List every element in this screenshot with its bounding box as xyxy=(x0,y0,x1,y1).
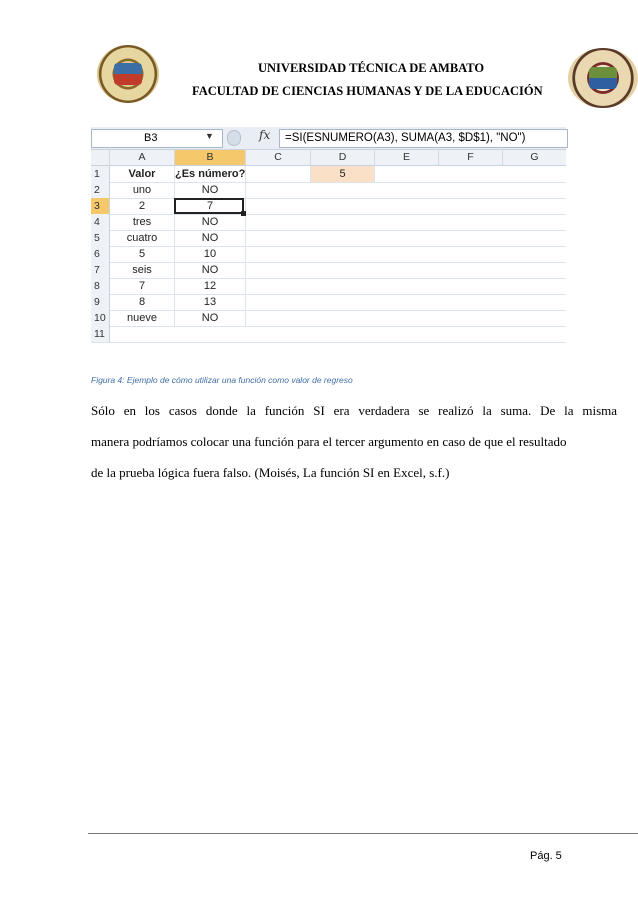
cell-a[interactable]: Valor xyxy=(110,166,175,182)
body-paragraph-line: de la prueba lógica fuera falso. (Moisés, La función SI en Excel, s.f.) xyxy=(91,465,450,480)
table-row xyxy=(91,230,566,247)
row-header[interactable]: 3 xyxy=(91,198,110,214)
formula-input[interactable]: =SI(ESNUMERO(A3), SUMA(A3, $D$1), "NO") xyxy=(279,129,568,148)
figure-caption: Figura 4: Ejemplo de cómo utilizar una función como valor de regreso xyxy=(91,375,353,385)
cell-b[interactable]: NO xyxy=(175,310,246,326)
column-header-e[interactable]: E xyxy=(375,150,439,165)
row-header[interactable]: 11 xyxy=(91,326,110,342)
cell-a[interactable]: nueve xyxy=(110,310,175,326)
footer-divider xyxy=(88,833,638,834)
column-header-f[interactable]: F xyxy=(439,150,503,165)
table-row xyxy=(91,198,566,215)
active-cell-border xyxy=(174,198,244,214)
column-header-b[interactable]: B xyxy=(175,150,246,165)
column-headers xyxy=(91,150,566,166)
column-header-a[interactable]: A xyxy=(110,150,175,165)
page-number: Pág. 5 xyxy=(530,850,562,862)
university-title: UNIVERSIDAD TÉCNICA DE AMBATO xyxy=(258,61,485,75)
seal-emblem xyxy=(589,67,617,89)
table-row xyxy=(91,246,566,263)
table-row xyxy=(91,278,566,295)
cell-b[interactable]: 13 xyxy=(175,294,246,310)
function-icon[interactable]: fx xyxy=(259,128,271,142)
name-box[interactable]: B3 xyxy=(91,129,223,148)
spreadsheet-screenshot xyxy=(91,127,566,345)
cell-c[interactable] xyxy=(246,166,311,182)
faculty-title: FACULTAD DE CIENCIAS HUMANAS Y DE LA EDUCACIÓN xyxy=(192,84,543,98)
row-header[interactable]: 9 xyxy=(91,294,110,310)
table-row xyxy=(91,294,566,311)
cell-b[interactable]: NO xyxy=(175,214,246,230)
cell-a[interactable]: 5 xyxy=(110,246,175,262)
body-paragraph-line: manera podríamos colocar una función para el tercer argumento en caso de que el resultado xyxy=(91,434,567,449)
row-header[interactable]: 10 xyxy=(91,310,110,326)
cell-a[interactable]: uno xyxy=(110,182,175,198)
table-row xyxy=(91,182,566,199)
fill-handle[interactable] xyxy=(241,211,246,216)
row-header[interactable]: 6 xyxy=(91,246,110,262)
cell-b[interactable]: 7 xyxy=(175,198,246,214)
row-header[interactable]: 5 xyxy=(91,230,110,246)
cell-a[interactable]: seis xyxy=(110,262,175,278)
seal-emblem xyxy=(114,63,142,85)
row-header[interactable]: 4 xyxy=(91,214,110,230)
cell-b[interactable]: NO xyxy=(175,262,246,278)
cell-b[interactable]: 10 xyxy=(175,246,246,262)
formula-bar-divider xyxy=(227,130,241,146)
row-header[interactable]: 2 xyxy=(91,182,110,198)
table-row xyxy=(91,214,566,231)
row-header[interactable]: 1 xyxy=(91,166,110,182)
cell-b[interactable]: NO xyxy=(175,230,246,246)
cell-d[interactable]: 5 xyxy=(311,166,375,182)
university-seal-left xyxy=(97,45,159,103)
cell-a[interactable]: 7 xyxy=(110,278,175,294)
table-row xyxy=(91,310,566,327)
cell-a[interactable]: cuatro xyxy=(110,230,175,246)
table-row xyxy=(91,262,566,279)
table-row xyxy=(91,166,566,183)
chevron-down-icon[interactable]: ▼ xyxy=(205,131,214,141)
body-paragraph-line: Sólo en los casos donde la función SI era verdadera se realizó la suma. De la misma xyxy=(91,403,618,418)
cell-b[interactable]: ¿Es número? xyxy=(175,168,246,180)
row-header[interactable]: 7 xyxy=(91,262,110,278)
column-header-g[interactable]: G xyxy=(530,151,539,163)
cell-b[interactable]: NO xyxy=(175,182,246,198)
formula-bar xyxy=(91,127,566,150)
faculty-seal-right xyxy=(568,48,638,108)
table-row xyxy=(91,326,566,343)
cell-a[interactable]: tres xyxy=(110,214,175,230)
cell-b[interactable]: 12 xyxy=(175,278,246,294)
column-header-c[interactable]: C xyxy=(246,150,311,165)
cell-a[interactable]: 2 xyxy=(110,198,175,214)
cell-a[interactable]: 8 xyxy=(110,294,175,310)
select-all-corner[interactable] xyxy=(91,150,110,165)
column-header-d[interactable]: D xyxy=(311,150,375,165)
row-header[interactable]: 8 xyxy=(91,278,110,294)
